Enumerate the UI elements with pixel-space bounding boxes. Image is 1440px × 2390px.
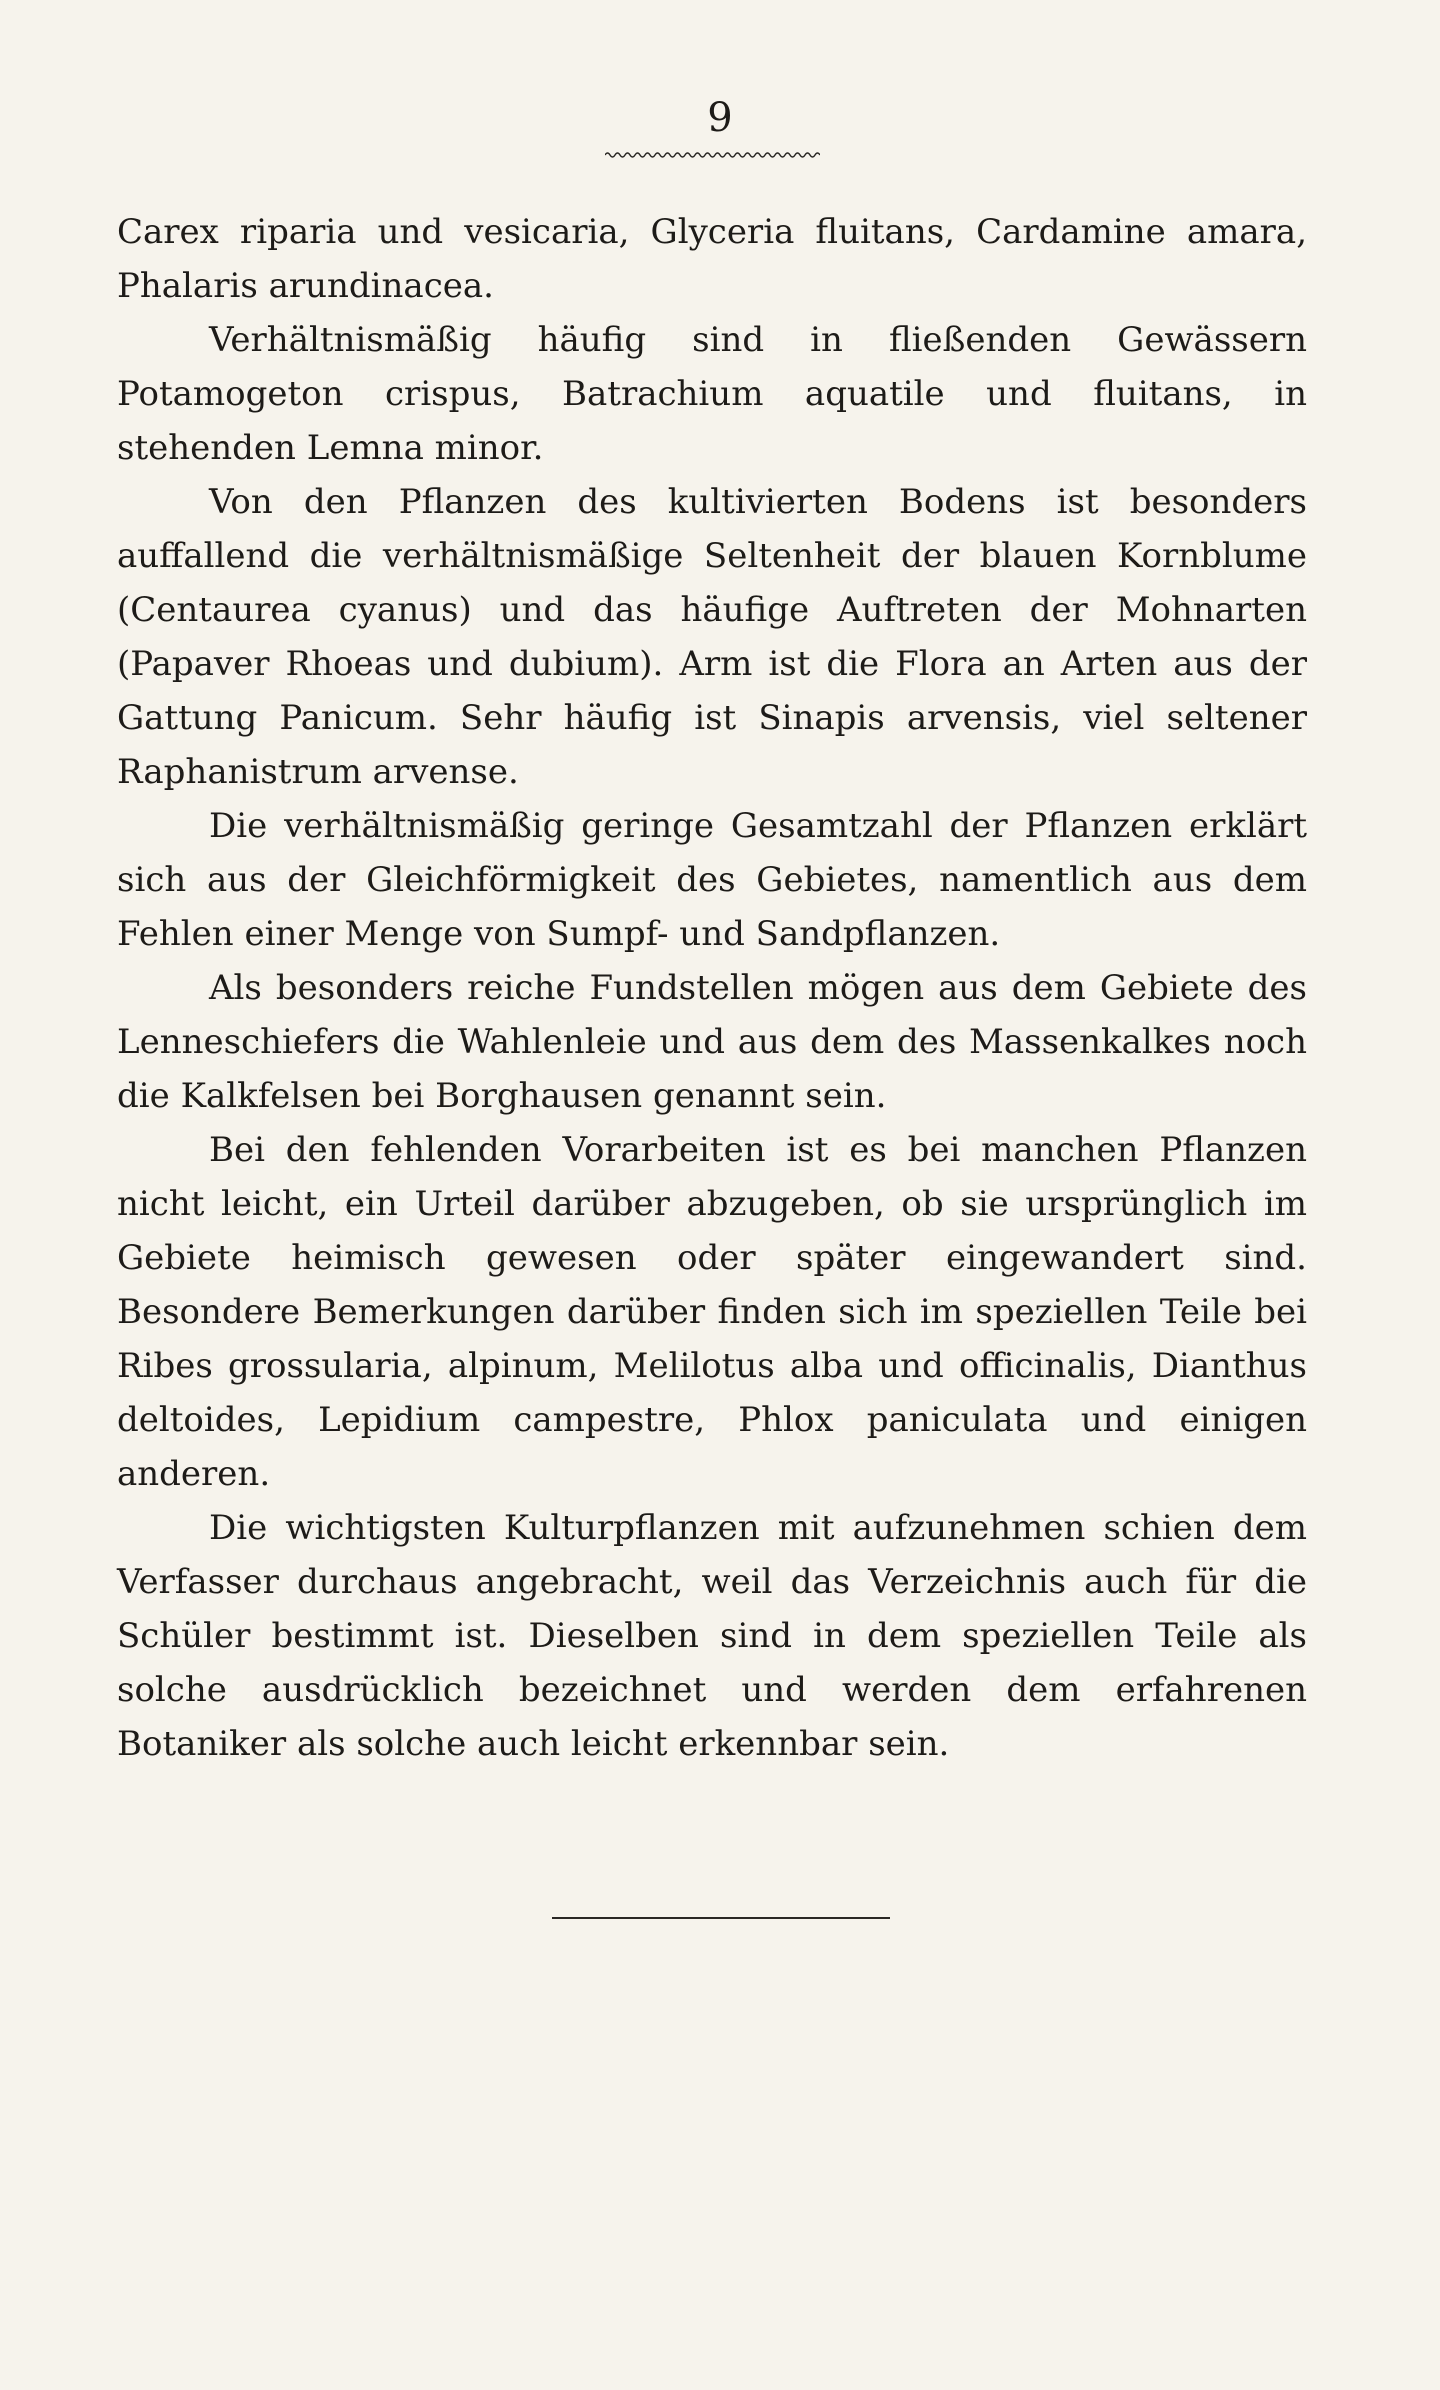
paragraph-3: Von den Pflanzen des kultivierten Bodens ist besonders auffallend die verhältnismäßige Seltenheit der blauen Kornblume (Centaurea cyanus) und das häufige Auftreten der Mohnarten (Papaver Rhoeas und dubium). Arm ist die Flora an Arten aus der Gattung Panicum. Sehr häufig ist Sinapis arvensis, viel seltener Raphanistrum arvense.	[117, 482, 1307, 792]
end-rule	[552, 1917, 890, 1919]
wavy-rule-ornament	[605, 150, 820, 160]
paragraph-5: Als besonders reiche Fundstellen mögen aus dem Gebiete des Lenneschiefers die Wahlenleie und aus dem des Massenkalkes noch die Kalkfelsen bei Borghausen genannt sein.	[117, 968, 1307, 1116]
paragraph-7: Die wichtigsten Kulturpflanzen mit aufzunehmen schien dem Verfasser durchaus angebracht, weil das Verzeichnis auch für die Schüler bestimmt ist. Dieselben sind in dem speziellen Teile als solche ausdrücklich bezeichnet und werden dem erfahrenen Botaniker als solche auch leicht erkennbar sein.	[117, 1508, 1307, 1764]
paragraph-2: Verhältnismäßig häufig sind in fließenden Gewässern Potamogeton crispus, Batrachium aquatile und fluitans, in stehenden Lemna minor.	[117, 320, 1307, 468]
paragraph-1: Carex riparia und vesicaria, Glyceria fluitans, Cardamine amara, Phalaris arundinacea.	[117, 212, 1307, 306]
paragraph-4: Die verhältnismäßig geringe Gesamtzahl der Pflanzen erklärt sich aus der Gleichförmigkeit des Gebietes, namentlich aus dem Fehlen einer Menge von Sumpf- und Sandpflanzen.	[117, 806, 1307, 954]
body-text	[117, 205, 1307, 1771]
paragraph-6: Bei den fehlenden Vorarbeiten ist es bei manchen Pflanzen nicht leicht, ein Urteil darüber abzugeben, ob sie ursprünglich im Gebiete heimisch gewesen oder später eingewandert sind. Besondere Bemerkungen darüber finden sich im speziellen Teile bei Ribes grossularia, alpinum, Melilotus alba und officinalis, Dianthus deltoides, Lepidium campestre, Phlox paniculata und einigen anderen.	[117, 1130, 1307, 1494]
page-number: 9	[707, 95, 733, 141]
